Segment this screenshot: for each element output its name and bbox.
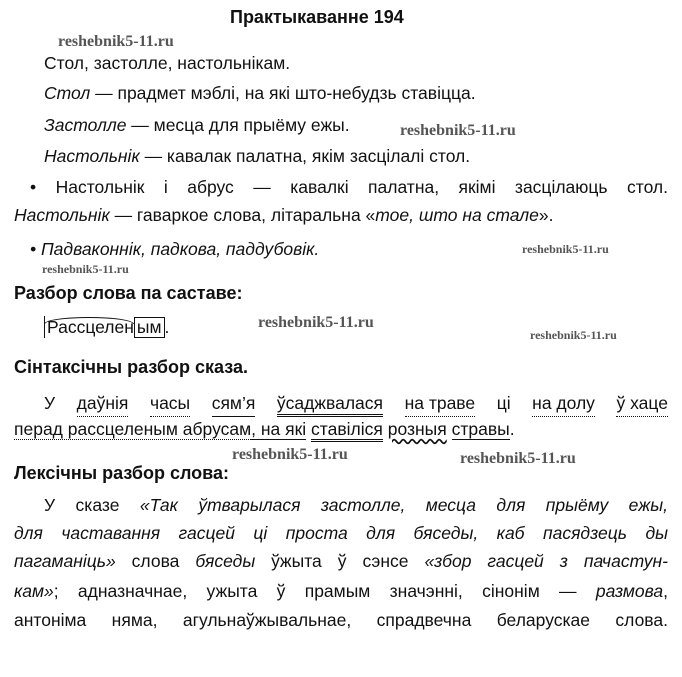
lexical-text: ; адназначнае, ужыта ў прамым значэнні, сінонім — [53,581,596,601]
bullet-words-text: • Падваконнік, падкова, паддубовік. [30,239,320,259]
lexical-line [44,494,668,516]
bullet-paragraph-line [14,204,553,226]
definition-term: Настольнік [14,205,110,225]
word-stem: Рассцелен [44,316,134,338]
lexical-quote: «Так ўтварылася застолле, месца для прыёму ежы, [139,495,668,515]
lexical-line [14,550,668,572]
sentence-dot: . [509,419,515,439]
watermark: reshebnik5-11.ru [460,450,576,467]
lexical-line: антоніма няма, агульнаўжывальнае, спрадвечна беларускае слова. [14,610,668,630]
sentence-word: ў хаце [616,392,667,417]
definition-text: — месца для прыёму ежы. [126,115,350,135]
lexical-line [14,580,668,602]
sentence-predicate: ставіліся [311,419,383,442]
lexical-quote: «збор гасцей з пачастун- [424,551,668,571]
syntax-sentence-line1 [44,392,668,417]
page-title: Практыкаванне 194 [230,7,404,27]
definition-zastolle [44,114,350,136]
sentence-word: даўнія [77,392,129,417]
lexical-text: У сказе [44,495,140,515]
lexical-text: ўжыта ў сэнсе [255,551,425,571]
watermark: reshebnik5-11.ru [400,122,516,139]
watermark: reshebnik5-11.ru [530,328,617,342]
quoted-phrase: тое, што на стале [375,205,539,225]
sentence-word: , на які [251,419,307,439]
definition-term: Застолле [44,115,127,135]
watermark: reshebnik5-11.ru [58,33,174,50]
sentence-word: розныя [387,419,447,439]
definition-term: Настольнік [44,146,140,166]
syntax-sentence-line2 [14,418,515,440]
lexical-text: слова [115,551,196,571]
watermark: reshebnik5-11.ru [232,446,348,463]
sentence-word: на долу [532,392,595,417]
definition-nastolnik [44,145,470,167]
lexical-line [14,522,668,544]
lexical-text: , [663,581,668,601]
sentence-subject: сям’я [212,392,256,417]
lexical-quote: пагаманіць» [14,551,116,571]
lexical-quote: кам» [14,581,54,601]
watermark: reshebnik5-11.ru [42,262,129,276]
sentence-word: перад рассцеленым абрусам [14,419,252,439]
lexical-word: размова [595,581,664,601]
section-heading-lexical: Лексічны разбор слова: [14,463,229,483]
section-heading-morph: Разбор слова па саставе: [14,283,243,303]
sentence-word: часы [150,392,190,417]
definition-text: — прадмет мэблі, на які што-небудзь ставіцца. [90,83,476,103]
morph-word [44,316,169,338]
sentence-word: ці [496,393,511,413]
definition-term: Стол [44,83,91,103]
morph-dot: . [164,317,170,337]
word-ending: ым [134,317,165,338]
bullet-paragraph-line: • Настольнік і абрус — кавалкі палатна, якімі засцілаюць стол. [30,177,668,197]
lexical-quote: для частавання гасцей ці проста для бяседы, каб пасядзець ды [14,523,668,543]
definition-text: — гаваркое слова, літаральна « [109,205,376,225]
intro-words: Стол, застолле, настольнікам. [44,53,291,73]
definition-text: — кавалак палатна, якім засцілалі стол. [139,146,471,166]
watermark: reshebnik5-11.ru [522,242,609,256]
lexical-word: бяседы [195,551,256,571]
section-heading-syntax: Сінтаксічны разбор сказа. [14,357,248,377]
definition-stol [44,82,476,104]
definition-text: ». [538,205,554,225]
sentence-word: У [44,393,56,413]
sentence-predicate: ўсаджвалася [277,392,383,417]
sentence-word: на траве [405,392,476,417]
bullet-words [30,238,319,260]
sentence-subject: стравы [451,419,510,439]
watermark: reshebnik5-11.ru [258,314,374,331]
